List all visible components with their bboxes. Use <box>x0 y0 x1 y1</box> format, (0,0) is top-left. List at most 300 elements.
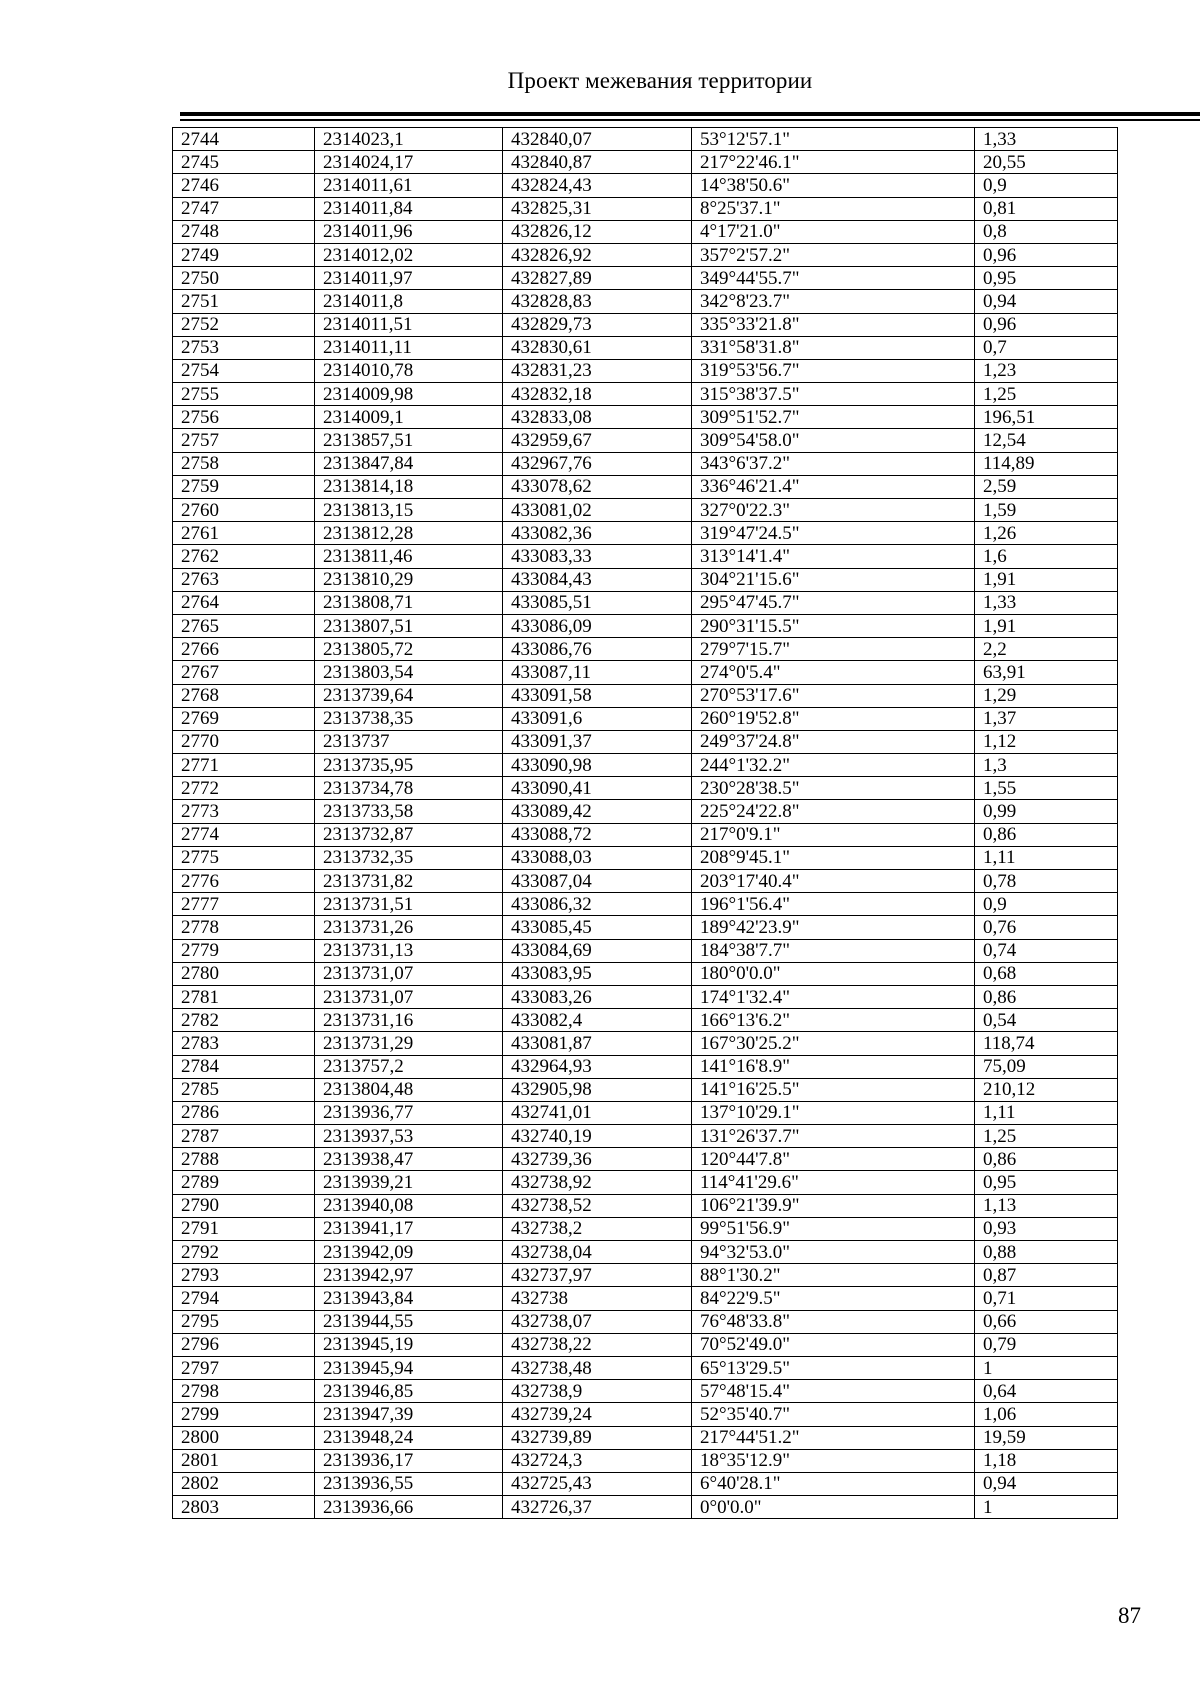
y-coordinate-cell: 432825,31 <box>503 197 692 220</box>
direction-angle-cell: 84°22'9.5" <box>692 1287 975 1310</box>
table-row <box>173 1032 1118 1055</box>
y-coordinate-cell: 432826,12 <box>503 220 692 243</box>
table-row <box>173 243 1118 266</box>
table-row <box>173 267 1118 290</box>
x-coordinate-cell: 2314009,98 <box>315 383 503 406</box>
distance-cell: 1,12 <box>975 730 1118 753</box>
point-number-cell: 2766 <box>173 638 315 661</box>
direction-angle-cell: 184°38'7.7" <box>692 939 975 962</box>
x-coordinate-cell: 2313731,26 <box>315 916 503 939</box>
direction-angle-cell: 349°44'55.7" <box>692 267 975 290</box>
y-coordinate-cell: 433083,95 <box>503 962 692 985</box>
y-coordinate-cell: 433088,72 <box>503 823 692 846</box>
x-coordinate-cell: 2314011,11 <box>315 336 503 359</box>
y-coordinate-cell: 432829,73 <box>503 313 692 336</box>
y-coordinate-cell: 433089,42 <box>503 800 692 823</box>
direction-angle-cell: 141°16'8.9" <box>692 1055 975 1078</box>
direction-angle-cell: 94°32'53.0" <box>692 1241 975 1264</box>
direction-angle-cell: 315°38'37.5" <box>692 383 975 406</box>
point-number-cell: 2794 <box>173 1287 315 1310</box>
x-coordinate-cell: 2313812,28 <box>315 522 503 545</box>
distance-cell: 210,12 <box>975 1078 1118 1101</box>
direction-angle-cell: 217°22'46.1" <box>692 151 975 174</box>
direction-angle-cell: 88°1'30.2" <box>692 1264 975 1287</box>
y-coordinate-cell: 432840,87 <box>503 151 692 174</box>
distance-cell: 0,93 <box>975 1217 1118 1240</box>
y-coordinate-cell: 432827,89 <box>503 267 692 290</box>
y-coordinate-cell: 433085,51 <box>503 591 692 614</box>
header-rule-thick <box>180 112 1200 116</box>
y-coordinate-cell: 433087,04 <box>503 870 692 893</box>
y-coordinate-cell: 433083,26 <box>503 985 692 1008</box>
direction-angle-cell: 52°35'40.7" <box>692 1403 975 1426</box>
x-coordinate-cell: 2313731,07 <box>315 962 503 985</box>
distance-cell: 0,7 <box>975 336 1118 359</box>
x-coordinate-cell: 2314011,84 <box>315 197 503 220</box>
table-row <box>173 1148 1118 1171</box>
table-row <box>173 754 1118 777</box>
point-number-cell: 2781 <box>173 985 315 1008</box>
point-number-cell: 2748 <box>173 220 315 243</box>
direction-angle-cell: 203°17'40.4" <box>692 870 975 893</box>
x-coordinate-cell: 2314012,02 <box>315 243 503 266</box>
table-row <box>173 336 1118 359</box>
point-number-cell: 2776 <box>173 870 315 893</box>
distance-cell: 1,29 <box>975 684 1118 707</box>
point-number-cell: 2801 <box>173 1449 315 1472</box>
distance-cell: 1,91 <box>975 568 1118 591</box>
y-coordinate-cell: 432964,93 <box>503 1055 692 1078</box>
distance-cell: 19,59 <box>975 1426 1118 1449</box>
direction-angle-cell: 260°19'52.8" <box>692 707 975 730</box>
direction-angle-cell: 309°54'58.0" <box>692 429 975 452</box>
direction-angle-cell: 336°46'21.4" <box>692 475 975 498</box>
table-row <box>173 197 1118 220</box>
x-coordinate-cell: 2313731,13 <box>315 939 503 962</box>
x-coordinate-cell: 2314011,61 <box>315 174 503 197</box>
point-number-cell: 2803 <box>173 1496 315 1519</box>
distance-cell: 0,94 <box>975 1472 1118 1495</box>
y-coordinate-cell: 433083,33 <box>503 545 692 568</box>
direction-angle-cell: 335°33'21.8" <box>692 313 975 336</box>
distance-cell: 0,9 <box>975 893 1118 916</box>
direction-angle-cell: 106°21'39.9" <box>692 1194 975 1217</box>
direction-angle-cell: 174°1'32.4" <box>692 985 975 1008</box>
y-coordinate-cell: 432741,01 <box>503 1101 692 1124</box>
y-coordinate-cell: 433081,02 <box>503 499 692 522</box>
y-coordinate-cell: 432738,2 <box>503 1217 692 1240</box>
x-coordinate-cell: 2313738,35 <box>315 707 503 730</box>
point-number-cell: 2746 <box>173 174 315 197</box>
x-coordinate-cell: 2314024,17 <box>315 151 503 174</box>
direction-angle-cell: 120°44'7.8" <box>692 1148 975 1171</box>
y-coordinate-cell: 432826,92 <box>503 243 692 266</box>
distance-cell: 1,26 <box>975 522 1118 545</box>
x-coordinate-cell: 2314023,1 <box>315 128 503 151</box>
point-number-cell: 2753 <box>173 336 315 359</box>
x-coordinate-cell: 2313732,87 <box>315 823 503 846</box>
distance-cell: 0,99 <box>975 800 1118 823</box>
point-number-cell: 2752 <box>173 313 315 336</box>
table-row <box>173 1171 1118 1194</box>
distance-cell: 1 <box>975 1356 1118 1379</box>
point-number-cell: 2792 <box>173 1241 315 1264</box>
distance-cell: 0,76 <box>975 916 1118 939</box>
table-row <box>173 1125 1118 1148</box>
point-number-cell: 2751 <box>173 290 315 313</box>
distance-cell: 0,94 <box>975 290 1118 313</box>
distance-cell: 2,2 <box>975 638 1118 661</box>
x-coordinate-cell: 2313944,55 <box>315 1310 503 1333</box>
point-number-cell: 2787 <box>173 1125 315 1148</box>
point-number-cell: 2744 <box>173 128 315 151</box>
table-row <box>173 220 1118 243</box>
y-coordinate-cell: 433090,98 <box>503 754 692 777</box>
y-coordinate-cell: 432828,83 <box>503 290 692 313</box>
table-row <box>173 638 1118 661</box>
x-coordinate-cell: 2313731,51 <box>315 893 503 916</box>
direction-angle-cell: 342°8'23.7" <box>692 290 975 313</box>
x-coordinate-cell: 2313941,17 <box>315 1217 503 1240</box>
y-coordinate-cell: 433086,09 <box>503 614 692 637</box>
direction-angle-cell: 343°6'37.2" <box>692 452 975 475</box>
y-coordinate-cell: 432738,04 <box>503 1241 692 1264</box>
point-number-cell: 2791 <box>173 1217 315 1240</box>
direction-angle-cell: 295°47'45.7" <box>692 591 975 614</box>
table-row <box>173 962 1118 985</box>
direction-angle-cell: 331°58'31.8" <box>692 336 975 359</box>
table-row <box>173 1496 1118 1519</box>
x-coordinate-cell: 2313937,53 <box>315 1125 503 1148</box>
table-row <box>173 916 1118 939</box>
table-row <box>173 1472 1118 1495</box>
y-coordinate-cell: 432740,19 <box>503 1125 692 1148</box>
y-coordinate-cell: 433084,43 <box>503 568 692 591</box>
distance-cell: 118,74 <box>975 1032 1118 1055</box>
point-number-cell: 2750 <box>173 267 315 290</box>
x-coordinate-cell: 2313731,29 <box>315 1032 503 1055</box>
distance-cell: 0,68 <box>975 962 1118 985</box>
x-coordinate-cell: 2313813,15 <box>315 499 503 522</box>
x-coordinate-cell: 2313737 <box>315 730 503 753</box>
distance-cell: 1,37 <box>975 707 1118 730</box>
point-number-cell: 2788 <box>173 1148 315 1171</box>
point-number-cell: 2770 <box>173 730 315 753</box>
distance-cell: 0,9 <box>975 174 1118 197</box>
x-coordinate-cell: 2313807,51 <box>315 614 503 637</box>
point-number-cell: 2763 <box>173 568 315 591</box>
point-number-cell: 2772 <box>173 777 315 800</box>
point-number-cell: 2749 <box>173 243 315 266</box>
x-coordinate-cell: 2314011,97 <box>315 267 503 290</box>
y-coordinate-cell: 432725,43 <box>503 1472 692 1495</box>
x-coordinate-cell: 2313939,21 <box>315 1171 503 1194</box>
direction-angle-cell: 217°0'9.1" <box>692 823 975 846</box>
y-coordinate-cell: 432738 <box>503 1287 692 1310</box>
direction-angle-cell: 14°38'50.6" <box>692 174 975 197</box>
direction-angle-cell: 131°26'37.7" <box>692 1125 975 1148</box>
x-coordinate-cell: 2313940,08 <box>315 1194 503 1217</box>
distance-cell: 0,87 <box>975 1264 1118 1287</box>
page-title: Проект межевания территории <box>507 68 813 93</box>
table-row <box>173 985 1118 1008</box>
table-row <box>173 1426 1118 1449</box>
y-coordinate-cell: 432905,98 <box>503 1078 692 1101</box>
distance-cell: 20,55 <box>975 151 1118 174</box>
point-number-cell: 2797 <box>173 1356 315 1379</box>
direction-angle-cell: 141°16'25.5" <box>692 1078 975 1101</box>
direction-angle-cell: 327°0'22.3" <box>692 499 975 522</box>
point-number-cell: 2771 <box>173 754 315 777</box>
point-number-cell: 2777 <box>173 893 315 916</box>
y-coordinate-cell: 432830,61 <box>503 336 692 359</box>
direction-angle-cell: 53°12'57.1" <box>692 128 975 151</box>
distance-cell: 12,54 <box>975 429 1118 452</box>
point-number-cell: 2778 <box>173 916 315 939</box>
direction-angle-cell: 57°48'15.4" <box>692 1380 975 1403</box>
distance-cell: 0,86 <box>975 985 1118 1008</box>
distance-cell: 1,33 <box>975 128 1118 151</box>
point-number-cell: 2786 <box>173 1101 315 1124</box>
direction-angle-cell: 304°21'15.6" <box>692 568 975 591</box>
point-number-cell: 2799 <box>173 1403 315 1426</box>
y-coordinate-cell: 432738,92 <box>503 1171 692 1194</box>
point-number-cell: 2793 <box>173 1264 315 1287</box>
distance-cell: 1,11 <box>975 1101 1118 1124</box>
x-coordinate-cell: 2313942,97 <box>315 1264 503 1287</box>
distance-cell: 0,95 <box>975 1171 1118 1194</box>
table-row <box>173 406 1118 429</box>
point-number-cell: 2759 <box>173 475 315 498</box>
distance-cell: 1,25 <box>975 383 1118 406</box>
x-coordinate-cell: 2313732,35 <box>315 846 503 869</box>
direction-angle-cell: 244°1'32.2" <box>692 754 975 777</box>
table-row <box>173 1194 1118 1217</box>
point-number-cell: 2773 <box>173 800 315 823</box>
distance-cell: 0,64 <box>975 1380 1118 1403</box>
x-coordinate-cell: 2313735,95 <box>315 754 503 777</box>
table-row <box>173 707 1118 730</box>
x-coordinate-cell: 2313947,39 <box>315 1403 503 1426</box>
y-coordinate-cell: 433088,03 <box>503 846 692 869</box>
distance-cell: 0,96 <box>975 313 1118 336</box>
y-coordinate-cell: 433085,45 <box>503 916 692 939</box>
distance-cell: 0,54 <box>975 1009 1118 1032</box>
y-coordinate-cell: 432724,3 <box>503 1449 692 1472</box>
y-coordinate-cell: 432824,43 <box>503 174 692 197</box>
x-coordinate-cell: 2314011,96 <box>315 220 503 243</box>
x-coordinate-cell: 2313943,84 <box>315 1287 503 1310</box>
y-coordinate-cell: 432738,52 <box>503 1194 692 1217</box>
table-row <box>173 1333 1118 1356</box>
y-coordinate-cell: 432832,18 <box>503 383 692 406</box>
distance-cell: 1,23 <box>975 359 1118 382</box>
table-row <box>173 1380 1118 1403</box>
x-coordinate-cell: 2313945,19 <box>315 1333 503 1356</box>
y-coordinate-cell: 432738,22 <box>503 1333 692 1356</box>
coordinates-table <box>172 127 1118 1519</box>
y-coordinate-cell: 433091,58 <box>503 684 692 707</box>
point-number-cell: 2779 <box>173 939 315 962</box>
table-row <box>173 475 1118 498</box>
y-coordinate-cell: 432840,07 <box>503 128 692 151</box>
y-coordinate-cell: 433090,41 <box>503 777 692 800</box>
table-row <box>173 684 1118 707</box>
distance-cell: 1,3 <box>975 754 1118 777</box>
direction-angle-cell: 167°30'25.2" <box>692 1032 975 1055</box>
distance-cell: 0,74 <box>975 939 1118 962</box>
y-coordinate-cell: 432967,76 <box>503 452 692 475</box>
table-row <box>173 1287 1118 1310</box>
point-number-cell: 2764 <box>173 591 315 614</box>
y-coordinate-cell: 432959,67 <box>503 429 692 452</box>
distance-cell: 0,88 <box>975 1241 1118 1264</box>
table-row <box>173 1101 1118 1124</box>
table-row <box>173 499 1118 522</box>
distance-cell: 75,09 <box>975 1055 1118 1078</box>
direction-angle-cell: 189°42'23.9" <box>692 916 975 939</box>
point-number-cell: 2762 <box>173 545 315 568</box>
distance-cell: 1,25 <box>975 1125 1118 1148</box>
point-number-cell: 2745 <box>173 151 315 174</box>
point-number-cell: 2761 <box>173 522 315 545</box>
table-row <box>173 591 1118 614</box>
x-coordinate-cell: 2313946,85 <box>315 1380 503 1403</box>
direction-angle-cell: 6°40'28.1" <box>692 1472 975 1495</box>
table-row <box>173 893 1118 916</box>
table-row <box>173 846 1118 869</box>
table-row <box>173 800 1118 823</box>
y-coordinate-cell: 432739,89 <box>503 1426 692 1449</box>
direction-angle-cell: 180°0'0.0" <box>692 962 975 985</box>
x-coordinate-cell: 2313731,07 <box>315 985 503 1008</box>
table-row <box>173 522 1118 545</box>
distance-cell: 0,86 <box>975 1148 1118 1171</box>
distance-cell: 0,79 <box>975 1333 1118 1356</box>
direction-angle-cell: 0°0'0.0" <box>692 1496 975 1519</box>
distance-cell: 1,6 <box>975 545 1118 568</box>
y-coordinate-cell: 432831,23 <box>503 359 692 382</box>
x-coordinate-cell: 2314011,8 <box>315 290 503 313</box>
table-row <box>173 777 1118 800</box>
x-coordinate-cell: 2313731,16 <box>315 1009 503 1032</box>
table-row <box>173 614 1118 637</box>
table-row <box>173 359 1118 382</box>
distance-cell: 2,59 <box>975 475 1118 498</box>
direction-angle-cell: 225°24'22.8" <box>692 800 975 823</box>
header-rule-thin <box>180 119 1200 121</box>
y-coordinate-cell: 432737,97 <box>503 1264 692 1287</box>
x-coordinate-cell: 2313757,2 <box>315 1055 503 1078</box>
point-number-cell: 2758 <box>173 452 315 475</box>
point-number-cell: 2754 <box>173 359 315 382</box>
distance-cell: 0,78 <box>975 870 1118 893</box>
point-number-cell: 2785 <box>173 1078 315 1101</box>
x-coordinate-cell: 2313938,47 <box>315 1148 503 1171</box>
point-number-cell: 2765 <box>173 614 315 637</box>
y-coordinate-cell: 433081,87 <box>503 1032 692 1055</box>
table-row <box>173 661 1118 684</box>
y-coordinate-cell: 433086,32 <box>503 893 692 916</box>
point-number-cell: 2747 <box>173 197 315 220</box>
x-coordinate-cell: 2313810,29 <box>315 568 503 591</box>
point-number-cell: 2789 <box>173 1171 315 1194</box>
direction-angle-cell: 357°2'57.2" <box>692 243 975 266</box>
distance-cell: 0,8 <box>975 220 1118 243</box>
direction-angle-cell: 137°10'29.1" <box>692 1101 975 1124</box>
direction-angle-cell: 309°51'52.7" <box>692 406 975 429</box>
table-row <box>173 1310 1118 1333</box>
x-coordinate-cell: 2313804,48 <box>315 1078 503 1101</box>
table-row <box>173 174 1118 197</box>
y-coordinate-cell: 432726,37 <box>503 1496 692 1519</box>
table-row <box>173 1356 1118 1379</box>
direction-angle-cell: 99°51'56.9" <box>692 1217 975 1240</box>
table-row <box>173 151 1118 174</box>
table-row <box>173 545 1118 568</box>
table-row <box>173 939 1118 962</box>
x-coordinate-cell: 2313811,46 <box>315 545 503 568</box>
direction-angle-cell: 166°13'6.2" <box>692 1009 975 1032</box>
table-row <box>173 1403 1118 1426</box>
distance-cell: 1 <box>975 1496 1118 1519</box>
table-row <box>173 1241 1118 1264</box>
point-number-cell: 2790 <box>173 1194 315 1217</box>
x-coordinate-cell: 2313847,84 <box>315 452 503 475</box>
distance-cell: 0,71 <box>975 1287 1118 1310</box>
table-row <box>173 1078 1118 1101</box>
y-coordinate-cell: 432833,08 <box>503 406 692 429</box>
table-row <box>173 1009 1118 1032</box>
table-row <box>173 313 1118 336</box>
direction-angle-cell: 274°0'5.4" <box>692 661 975 684</box>
y-coordinate-cell: 433084,69 <box>503 939 692 962</box>
direction-angle-cell: 319°47'24.5" <box>692 522 975 545</box>
x-coordinate-cell: 2313814,18 <box>315 475 503 498</box>
y-coordinate-cell: 432738,9 <box>503 1380 692 1403</box>
x-coordinate-cell: 2313805,72 <box>315 638 503 661</box>
distance-cell: 1,06 <box>975 1403 1118 1426</box>
point-number-cell: 2780 <box>173 962 315 985</box>
point-number-cell: 2798 <box>173 1380 315 1403</box>
y-coordinate-cell: 433082,36 <box>503 522 692 545</box>
distance-cell: 63,91 <box>975 661 1118 684</box>
x-coordinate-cell: 2313734,78 <box>315 777 503 800</box>
direction-angle-cell: 18°35'12.9" <box>692 1449 975 1472</box>
x-coordinate-cell: 2313942,09 <box>315 1241 503 1264</box>
direction-angle-cell: 230°28'38.5" <box>692 777 975 800</box>
x-coordinate-cell: 2314009,1 <box>315 406 503 429</box>
x-coordinate-cell: 2313948,24 <box>315 1426 503 1449</box>
point-number-cell: 2774 <box>173 823 315 846</box>
distance-cell: 1,91 <box>975 614 1118 637</box>
distance-cell: 1,13 <box>975 1194 1118 1217</box>
direction-angle-cell: 319°53'56.7" <box>692 359 975 382</box>
table-row <box>173 730 1118 753</box>
distance-cell: 1,55 <box>975 777 1118 800</box>
x-coordinate-cell: 2314011,51 <box>315 313 503 336</box>
direction-angle-cell: 208°9'45.1" <box>692 846 975 869</box>
direction-angle-cell: 65°13'29.5" <box>692 1356 975 1379</box>
x-coordinate-cell: 2313731,82 <box>315 870 503 893</box>
distance-cell: 0,66 <box>975 1310 1118 1333</box>
point-number-cell: 2755 <box>173 383 315 406</box>
page-number: 87 <box>1118 1603 1141 1628</box>
y-coordinate-cell: 433082,4 <box>503 1009 692 1032</box>
y-coordinate-cell: 433078,62 <box>503 475 692 498</box>
x-coordinate-cell: 2313857,51 <box>315 429 503 452</box>
y-coordinate-cell: 433087,11 <box>503 661 692 684</box>
